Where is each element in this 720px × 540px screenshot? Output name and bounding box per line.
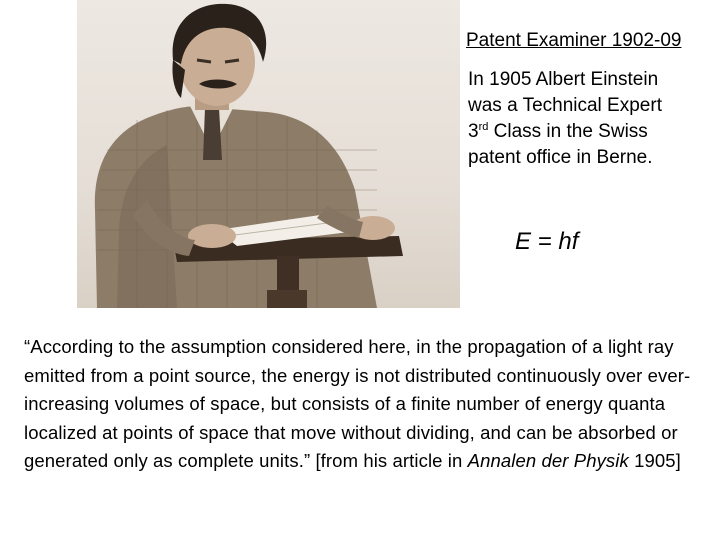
- portrait-illustration: [77, 0, 460, 308]
- einstein-portrait-photo: [77, 0, 460, 308]
- quote-year: 1905]: [628, 450, 681, 472]
- quote-paragraph: [24, 333, 714, 476]
- quote-text: “According to the assumption considered here, in the propagation of a light ray emitted from a point source, the energy is not distributed continuously over ever-increasing volumes of space, but consists of a finite number of energy quanta localized at points of space that move without dividing, and can be absorbed or generated only as complete units.” [from his article in: [24, 336, 691, 472]
- ordinal-suffix: rd: [478, 121, 489, 133]
- bio-text: [468, 67, 708, 171]
- bio-line-3-rest: Class in the Swiss: [488, 121, 648, 142]
- bio-line-3: [468, 119, 708, 145]
- bio-line-1: In 1905 Albert Einstein: [468, 69, 659, 90]
- journal-name: Annalen der Physik: [467, 450, 629, 472]
- slide-title: Patent Examiner 1902-09: [466, 30, 682, 51]
- ordinal-number: 3: [468, 121, 479, 142]
- equation: E = hf: [515, 228, 579, 255]
- bio-line-2: was a Technical Expert: [468, 95, 662, 116]
- bio-line-4: patent office in Berne.: [468, 147, 653, 168]
